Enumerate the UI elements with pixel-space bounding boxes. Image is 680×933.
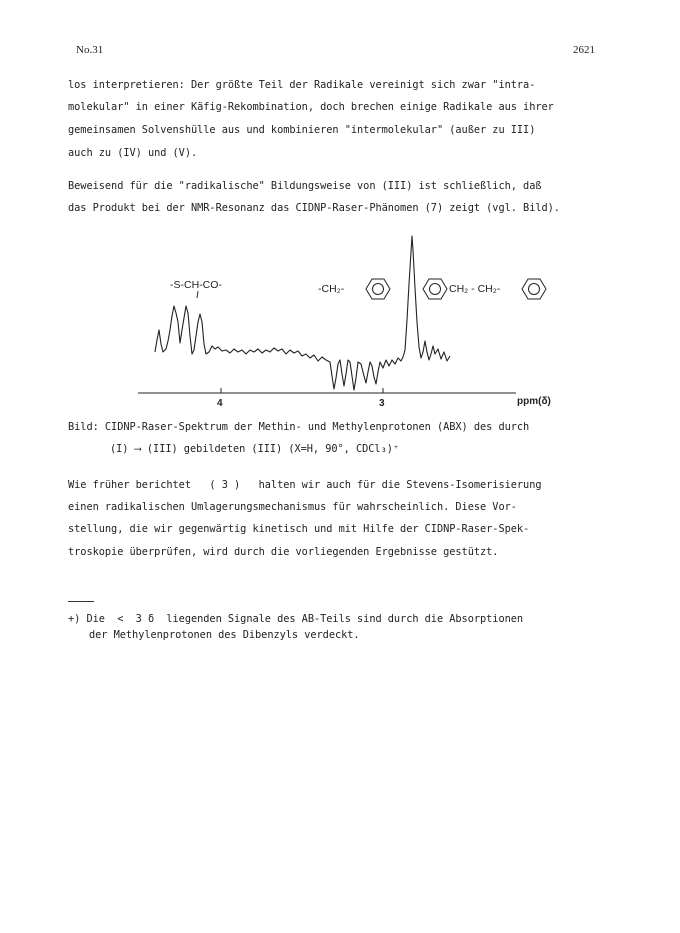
paragraph-1-line-2: molekular" in einer Käfig-Rekombination, doch brechen einige Radikale aus ihrer xyxy=(68,101,554,113)
paragraph-1-line-3: gemeinsamen Solvenshülle aus und kombinieren "intermolekular" (außer zu III) xyxy=(68,124,536,136)
page-number: 2621 xyxy=(573,44,595,56)
paragraph-1-line-1: los interpretieren: Der größte Teil der Radikale vereinigt sich zwar "intra- xyxy=(68,79,536,91)
footnote-rule xyxy=(68,601,94,602)
x-axis-label-3: 3 xyxy=(379,398,385,409)
structure-labels xyxy=(170,279,546,299)
dibenzyl-ch2-label: CH₂ - CH₂- xyxy=(449,283,501,295)
methine-bond xyxy=(197,291,198,298)
benzene-ring-icon xyxy=(423,279,447,299)
paragraph-2-line-1: Beweisend für die "radikalische" Bildungsweise von (III) ist schließlich, daß xyxy=(68,180,542,192)
x-axis-unit: ppm(δ) xyxy=(517,396,551,407)
paragraph-2-line-2: das Produkt bei der NMR-Resonanz das CIDNP-Raser-Phänomen (7) zeigt (vgl. Bild). xyxy=(68,202,560,214)
benzyl-ch2-label: -CH₂- xyxy=(318,283,345,295)
methine-label: -S-CH-CO- xyxy=(170,279,222,291)
caption-line-2: (I) ⟶ (III) gebildeten (III) (X=H, 90°, CDCl₃)⁺ xyxy=(110,443,400,455)
benzene-ring-icon xyxy=(522,279,546,299)
cidnp-spectrum-figure xyxy=(0,0,680,420)
footnote-line-2: der Methylenprotonen des Dibenzyls verdeckt. xyxy=(89,629,360,641)
footnote-line-1: +) Die < 3 δ liegenden Signale des AB-Teils sind durch die Absorptionen xyxy=(68,613,524,625)
paragraph-3-line-4: troskopie überprüfen, wird durch die vorliegenden Ergebnisse gestützt. xyxy=(68,546,499,558)
x-axis-label-4: 4 xyxy=(217,398,223,409)
benzene-ring-icon xyxy=(366,279,390,299)
paragraph-3-line-3: stellung, die wir gegenwärtig kinetisch und mit Hilfe der CIDNP-Raser-Spek- xyxy=(68,523,530,535)
spectrum-trace xyxy=(155,236,450,390)
caption-line-1: Bild: CIDNP-Raser-Spektrum der Methin- und Methylenprotonen (ABX) des durch xyxy=(68,421,530,433)
paragraph-3-line-1: Wie früher berichtet ( 3 ) halten wir auch für die Stevens-Isomerisierung xyxy=(68,479,542,491)
journal-number: No.31 xyxy=(76,44,104,56)
paragraph-3-line-2: einen radikalischen Umlagerungsmechanismus für wahrscheinlich. Diese Vor- xyxy=(68,501,517,513)
paragraph-1-line-4: auch zu (IV) und (V). xyxy=(68,147,198,159)
